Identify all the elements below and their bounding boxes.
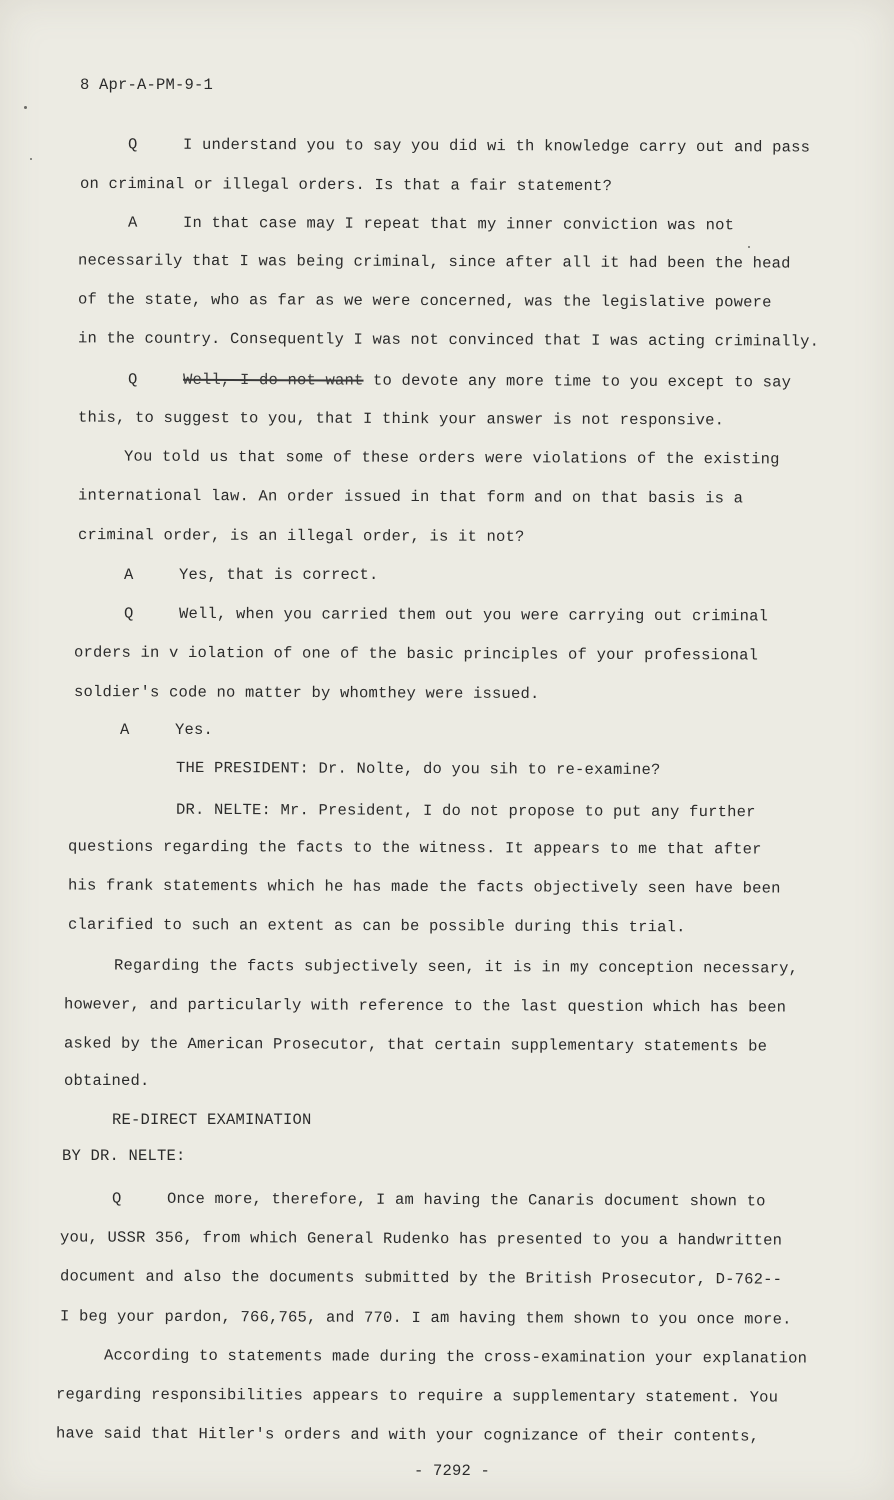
- page-number: - 7292 -: [414, 1462, 491, 1480]
- text-line: criminal order, is an illegal order, is it not?: [77, 526, 525, 546]
- text-line: According to statements made during the cross-examination your explanation: [103, 1346, 808, 1368]
- text-line: on criminal or illegal orders. Is that a fair statement?: [79, 174, 613, 196]
- question-marker: Q: [111, 1189, 122, 1208]
- text-line: Once more, therefore, I am having the Canaris document shown to: [166, 1189, 766, 1211]
- text-line: asked by the American Prosecutor, that certain supplementary statements be: [63, 1034, 768, 1056]
- text-line: I understand you to say you did wi th knowledge carry out and pass: [182, 135, 811, 157]
- question-line: [128, 370, 791, 393]
- text-line: this, to suggest to you, that I think your answer is not responsive.: [77, 408, 725, 430]
- answer-line: [120, 720, 213, 740]
- answer-line: [128, 213, 734, 236]
- question-line: [112, 1189, 766, 1212]
- question-marker: Q: [127, 135, 138, 154]
- text-line: obtained.: [64, 1072, 150, 1090]
- section-heading: RE-DIRECT EXAMINATION: [112, 1111, 312, 1129]
- speaker-line: DR. NELTE: Mr. President, I do not propose to put any further: [175, 800, 756, 822]
- question-marker: Q: [127, 370, 138, 389]
- text-line: You told us that some of these orders were violations of the existing: [123, 447, 780, 469]
- answer-line: [124, 565, 379, 585]
- question-line: [128, 135, 810, 158]
- document-reference: 8 Apr-A-PM-9-1: [80, 76, 214, 94]
- text-line: Regarding the facts subjectively seen, it is in my conception necessary,: [113, 956, 799, 978]
- text-line: I beg your pardon, 766,765, and 770. I am having them shown to you once more.: [59, 1307, 792, 1329]
- paper-speck: [748, 246, 750, 248]
- answer-marker: A: [127, 213, 138, 232]
- question-marker: Q: [123, 604, 134, 623]
- text-line: Well, when you carried them out you were carrying out criminal: [178, 604, 769, 626]
- text-line: Yes, that is correct.: [179, 566, 379, 584]
- text-line: international law. An order issued in that form and on that basis is a: [77, 486, 744, 508]
- text-line: have said that Hitler's orders and with your cognizance of their contents,: [55, 1424, 760, 1446]
- answer-marker: A: [120, 721, 130, 739]
- text-line: document and also the documents submitted by the British Prosecutor, D-762--: [59, 1267, 783, 1289]
- paper-speck: [30, 158, 32, 160]
- speaker-line: THE PRESIDENT: Dr. Nolte, do you sih to re-examine?: [175, 758, 661, 780]
- text-line: however, and particularly with reference to the last question which has been: [63, 995, 787, 1017]
- struck-text: Well, I do not want: [182, 370, 364, 390]
- text-line: in the country. Consequently I was not convinced that I was acting criminally.: [77, 329, 820, 351]
- question-line: [124, 604, 768, 627]
- answer-marker: A: [124, 566, 134, 584]
- text-line: questions regarding the facts to the witness. It appears to me that after: [67, 837, 762, 859]
- text-line: his frank statements which he has made the facts objectively seen have been: [67, 876, 781, 898]
- text-line: to devote any more time to you except to say: [373, 371, 792, 392]
- text-line: clarified to such an extent as can be possible during this trial.: [67, 915, 686, 937]
- text-line: orders in v iolation of one of the basic principles of your professional: [73, 643, 759, 665]
- section-subheading: BY DR. NELTE:: [62, 1147, 186, 1165]
- text-line: necessarily that I was being criminal, since after all it had been the head: [77, 251, 791, 273]
- text-line: of the state, who as far as we were concerned, was the legislative powere: [77, 290, 772, 312]
- text-line: In that case may I repeat that my inner conviction was not: [182, 213, 735, 235]
- text-line: soldier's code no matter by whomthey were issued.: [73, 682, 540, 704]
- text-line: Yes.: [175, 721, 214, 739]
- paper-speck: [24, 106, 27, 109]
- text-line: regarding responsibilities appears to require a supplementary statement. You: [55, 1385, 779, 1407]
- text-line: you, USSR 356, from which General Rudenko has presented to you a handwritten: [59, 1228, 783, 1250]
